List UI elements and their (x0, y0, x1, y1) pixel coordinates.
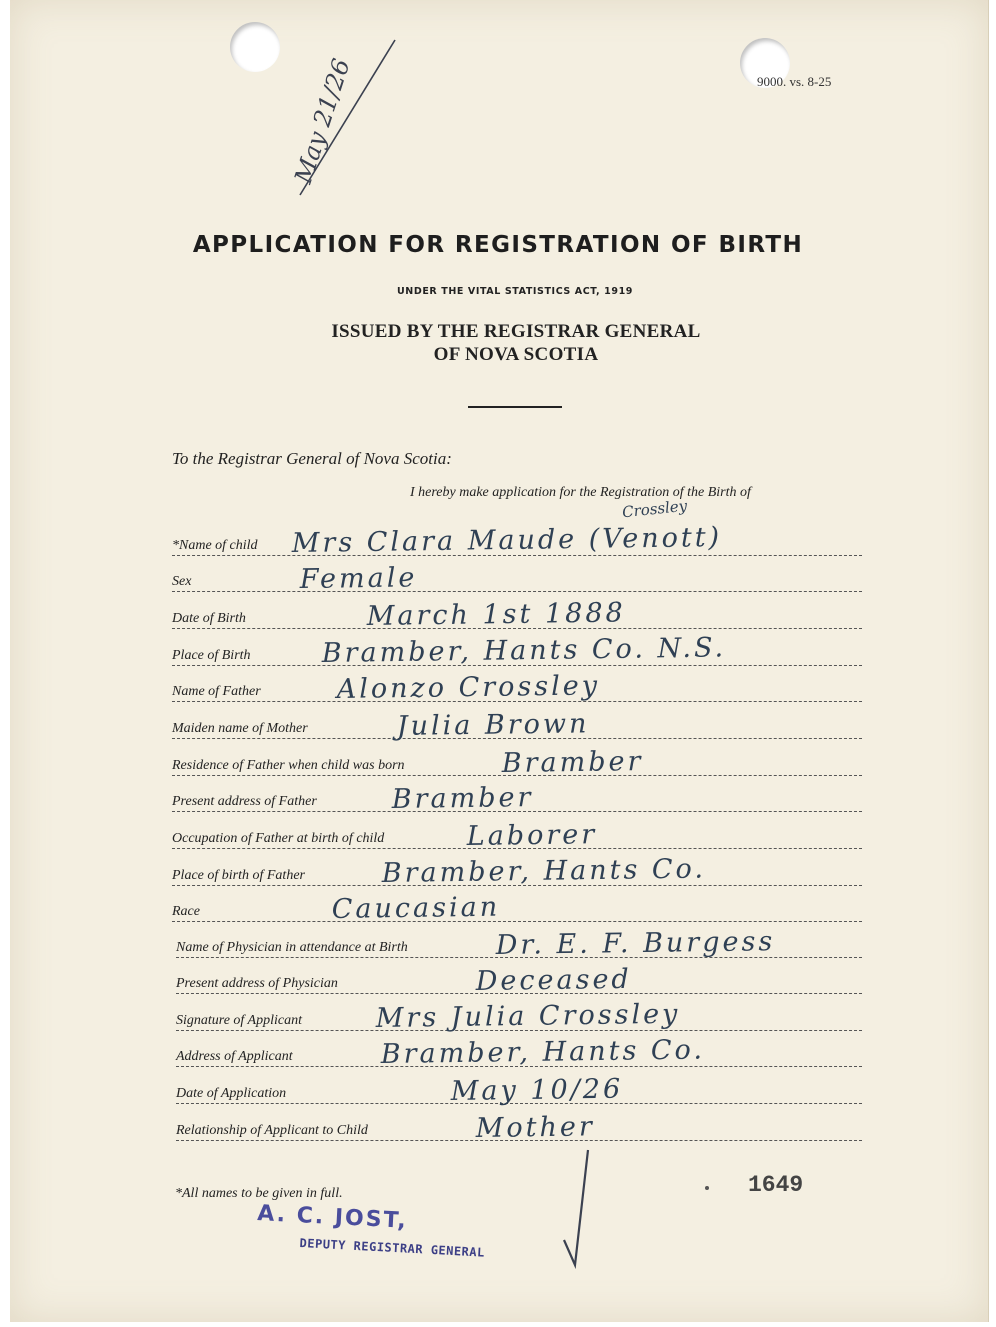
field-value-applicant-signature: Mrs Julia Crossley (375, 998, 681, 1034)
field-value-child-name: Mrs Clara Maude (Venott) (291, 521, 723, 559)
field-row-application-date (176, 1073, 862, 1107)
field-value-father-residence: Bramber (501, 746, 644, 779)
field-value-mother-maiden-name: Julia Brown (396, 708, 590, 742)
field-label: Place of birth of Father (172, 868, 309, 884)
field-value-date-of-birth: March 1st 1888 (366, 597, 626, 632)
field-row-applicant-address (176, 1034, 862, 1070)
salutation: To the Registrar General of Nova Scotia: (172, 449, 452, 468)
field-label: Place of Birth (172, 648, 255, 664)
field-row-father-birthplace (172, 853, 862, 889)
field-value-place-of-birth: Bramber, Hants Co. N.S. (321, 632, 727, 669)
field-row-father-name (172, 670, 862, 705)
stamp-role: DEPUTY REGISTRAR GENERAL (299, 1236, 486, 1260)
field-value-applicant-address: Bramber, Hants Co. (380, 1034, 706, 1070)
issuer-line-1: ISSUED BY THE REGISTRAR GENERAL (331, 321, 701, 342)
field-row-physician-name (176, 926, 862, 961)
field-row-father-residence (172, 746, 862, 779)
serial-dot (705, 1186, 709, 1190)
field-row-mother-maiden-name (172, 708, 862, 742)
field-value-father-name: Alonzo Crossley (336, 670, 601, 705)
form-title: APPLICATION FOR REGISTRATION OF BIRTH (192, 232, 804, 258)
intro-statement: I hereby make application for the Registration of the Birth of (410, 485, 751, 500)
field-value-father-present-address: Bramber (391, 782, 534, 815)
field-row-father-present-address (172, 782, 862, 815)
field-label: *Name of child (172, 538, 262, 554)
field-row-applicant-signature (176, 998, 862, 1034)
field-label: Signature of Applicant (176, 1013, 306, 1029)
field-row-sex (172, 562, 862, 595)
field-label: Address of Applicant (176, 1049, 297, 1065)
field-row-physician-address (176, 963, 862, 997)
field-row-applicant-relationship (176, 1111, 862, 1144)
form-number: 9000. vs. 8-25 (757, 74, 832, 89)
field-value-father-occupation: Laborer (466, 819, 598, 852)
field-label: Present address of Father (172, 794, 321, 810)
field-row-place-of-birth (172, 632, 862, 669)
field-label: Maiden name of Mother (172, 721, 312, 737)
field-row-child-name (172, 521, 862, 559)
field-row-father-occupation (172, 819, 862, 852)
check-mark-icon (564, 1150, 588, 1265)
field-label: Name of Father (172, 684, 265, 700)
field-label: Present address of Physician (176, 976, 342, 992)
field-value-applicant-relationship: Mother (475, 1111, 596, 1144)
field-label: Occupation of Father at birth of child (172, 831, 388, 847)
field-value-sex: Female (299, 562, 418, 595)
field-label: Race (172, 904, 204, 920)
field-value-father-birthplace: Bramber, Hants Co. (381, 853, 707, 889)
field-label: Relationship of Applicant to Child (176, 1123, 372, 1139)
date-note-text: May 21/26 (289, 55, 356, 187)
name-correction-note: Crossley (621, 496, 688, 522)
stamp-name: A. C. JOST, (256, 1201, 409, 1234)
field-value-application-date: May 10/26 (450, 1073, 624, 1107)
act-subtitle: UNDER THE VITAL STATISTICS ACT, 1919 (396, 286, 633, 297)
serial-number: 1649 (748, 1172, 804, 1198)
field-label: Residence of Father when child was born (172, 758, 409, 774)
field-row-race (172, 891, 862, 925)
field-value-physician-name: Dr. E. F. Burgess (495, 926, 776, 961)
issuer-line-2: OF NOVA SCOTIA (433, 344, 599, 365)
field-label: Date of Birth (172, 611, 250, 627)
field-row-date-of-birth (172, 597, 862, 632)
field-value-physician-address: Deceased (475, 963, 632, 997)
footnote: *All names to be given in full. (175, 1186, 343, 1201)
field-label: Sex (172, 574, 195, 590)
field-label: Name of Physician in attendance at Birth (176, 940, 412, 956)
field-value-race: Caucasian (331, 891, 501, 925)
issuer-heading (0, 320, 996, 366)
heading-rule (468, 406, 562, 408)
field-label: Date of Application (176, 1086, 290, 1102)
